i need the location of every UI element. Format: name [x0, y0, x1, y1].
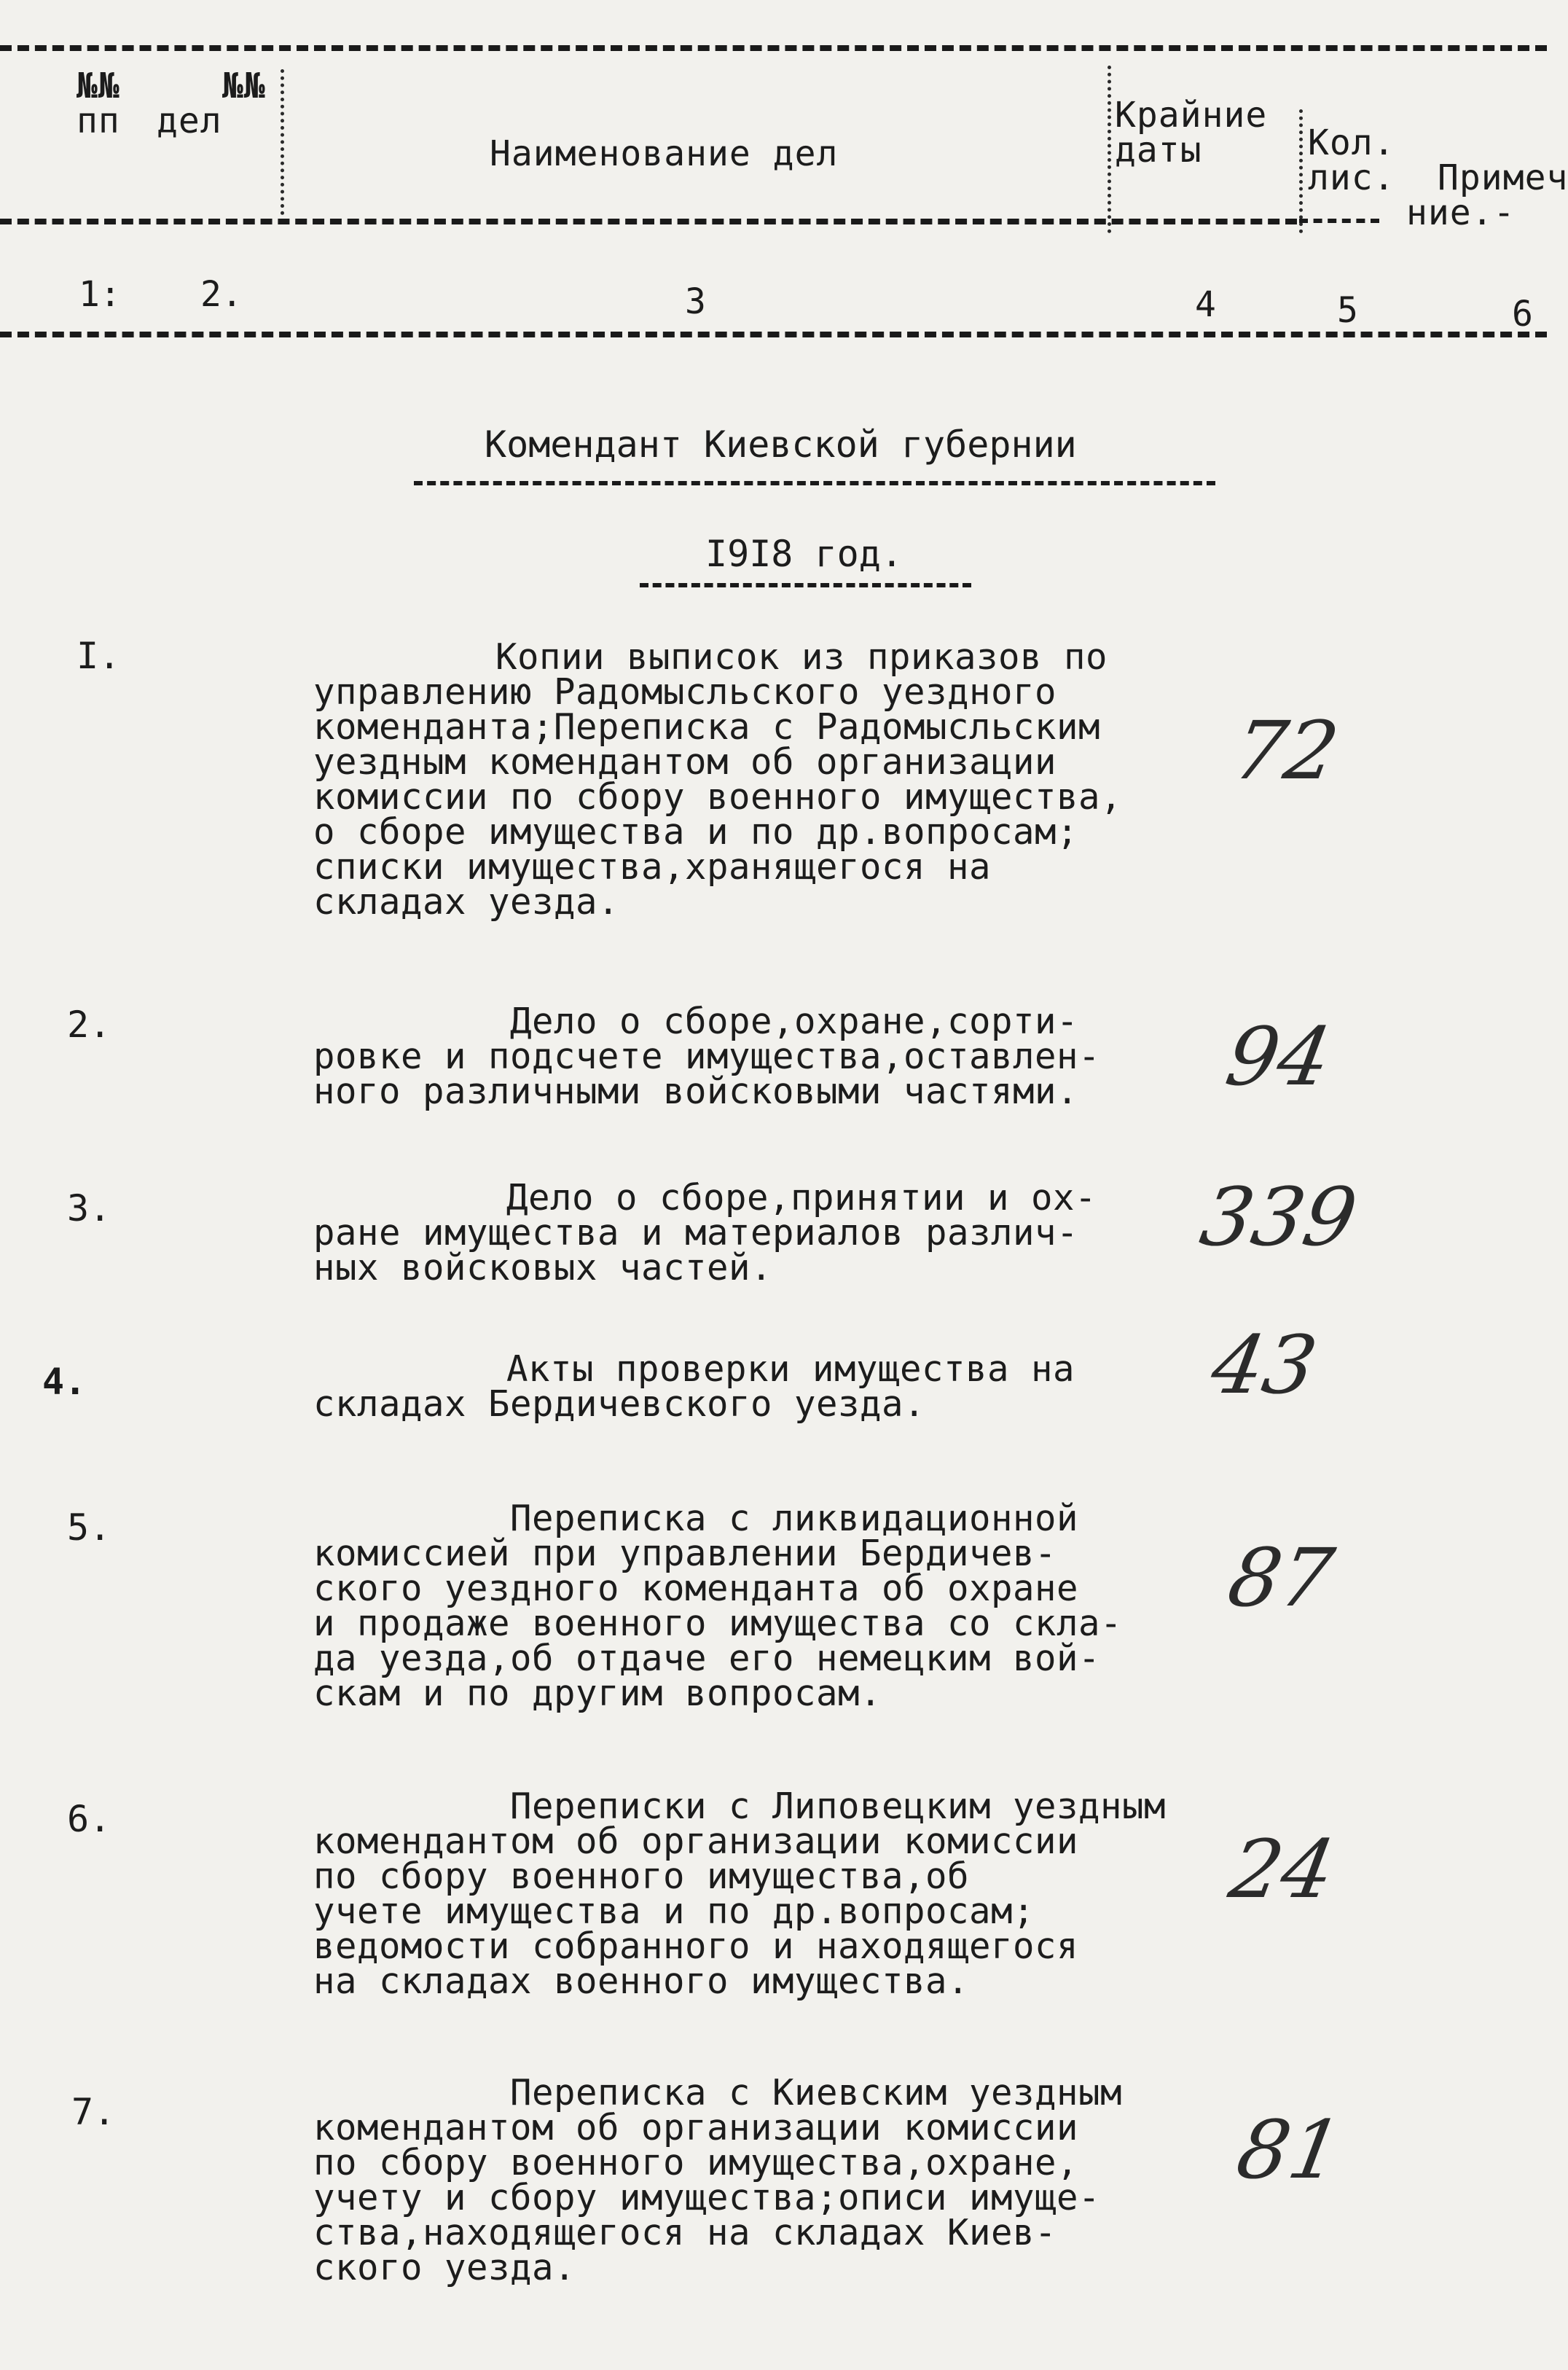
header-col1-mark: №№: [77, 66, 120, 106]
entry-description: Переписка с Киевским уездным комендантом об организации комиссии по сбору военного имущества,охране, учету и сбору имущества;описи имуще- ства,находящегося на складах Киев- ского уезда.: [313, 2072, 1123, 2288]
header-col5-line2: лис.: [1308, 157, 1395, 198]
column-number-2: 2.: [200, 274, 243, 315]
entry-number: 2.: [67, 1004, 111, 1046]
header-col2-label: дел: [157, 101, 222, 141]
entry-sheet-count: 72: [1226, 704, 1346, 797]
header-col6-line1: Примеч: [1438, 157, 1568, 198]
entry-sheet-count: 87: [1221, 1531, 1341, 1624]
entry-number: 4.: [42, 1361, 87, 1403]
entry-sheet-count: 81: [1230, 2103, 1349, 2197]
entry-description: Дело о сборе,принятии и ох- ране имущества и материалов различ- ных войсковых частей.: [313, 1177, 1097, 1288]
header-col2-mark: №№: [222, 66, 266, 106]
column-number-1: 1:: [79, 274, 121, 315]
entry-sheet-count: 94: [1219, 1010, 1338, 1103]
header-col5-line1: Кол.: [1308, 122, 1395, 163]
entry-number: 7.: [71, 2091, 116, 2133]
header-col4-line2: даты: [1115, 130, 1202, 171]
header-col4-line1: Крайние: [1115, 95, 1268, 136]
entry-description: Переписки с Липовецким уездным комендантом об организации комиссии по сбору военного имущества,об учете имущества и по др.вопросам; ведомости собранного и находящегося на складах военного имущества.: [313, 1786, 1167, 2002]
entry-number: I.: [77, 635, 121, 677]
header-col1-label: пп: [77, 101, 120, 141]
header-mid-rule-right: [1299, 219, 1379, 223]
header-bottom-rule: [0, 332, 1547, 337]
section-title-underline: [414, 481, 1215, 485]
column-number-4: 4: [1195, 284, 1216, 325]
header-divider-2: [1108, 66, 1111, 233]
entry-description: Переписка с ликвидационной комиссией при управлении Бердичев- ского уездного коменданта об охране и продаже военного имущества со скла- да уезда,об отдаче его немецким вой- скам и по другим вопросам.: [313, 1498, 1123, 1714]
header-mid-rule: [0, 219, 1297, 224]
header-divider-3: [1299, 109, 1303, 233]
entry-sheet-count: 24: [1223, 1823, 1342, 1916]
year-title-underline: [640, 583, 971, 587]
header-top-rule: [0, 45, 1547, 51]
header-col3-label: Наименование дел: [490, 133, 839, 174]
entry-number: 6.: [67, 1798, 111, 1840]
column-number-5: 5: [1337, 290, 1358, 331]
entry-sheet-count: 43: [1204, 1318, 1324, 1412]
column-number-6: 6: [1512, 294, 1533, 335]
entry-description: Дело о сборе,охране,сорти- ровке и подсчете имущества,оставлен- ного различными войсковыми частями.: [313, 1001, 1101, 1112]
column-number-3: 3: [685, 281, 706, 322]
header-col6-line2: ние.-: [1406, 192, 1516, 233]
section-title: Комендант Киевской губернии: [485, 423, 1077, 466]
entry-description: Копии выписок из приказов по управлению Радомысльского уездного коменданта;Переписка с Радомысльским уездным комендантом об организации комиссии по сбору военного имущества, о сборе имущества и по др.вопросам; списки имущества,хранящегося на складах уезда.: [313, 636, 1123, 923]
entry-description: Акты проверки имущества на складах Бердичевского уезда.: [313, 1348, 1075, 1425]
entry-sheet-count: 339: [1193, 1170, 1364, 1264]
entry-number: 3.: [67, 1187, 111, 1229]
entry-number: 5.: [67, 1506, 111, 1549]
header-divider-1: [281, 69, 284, 215]
year-title: I9I8 год.: [705, 533, 903, 575]
